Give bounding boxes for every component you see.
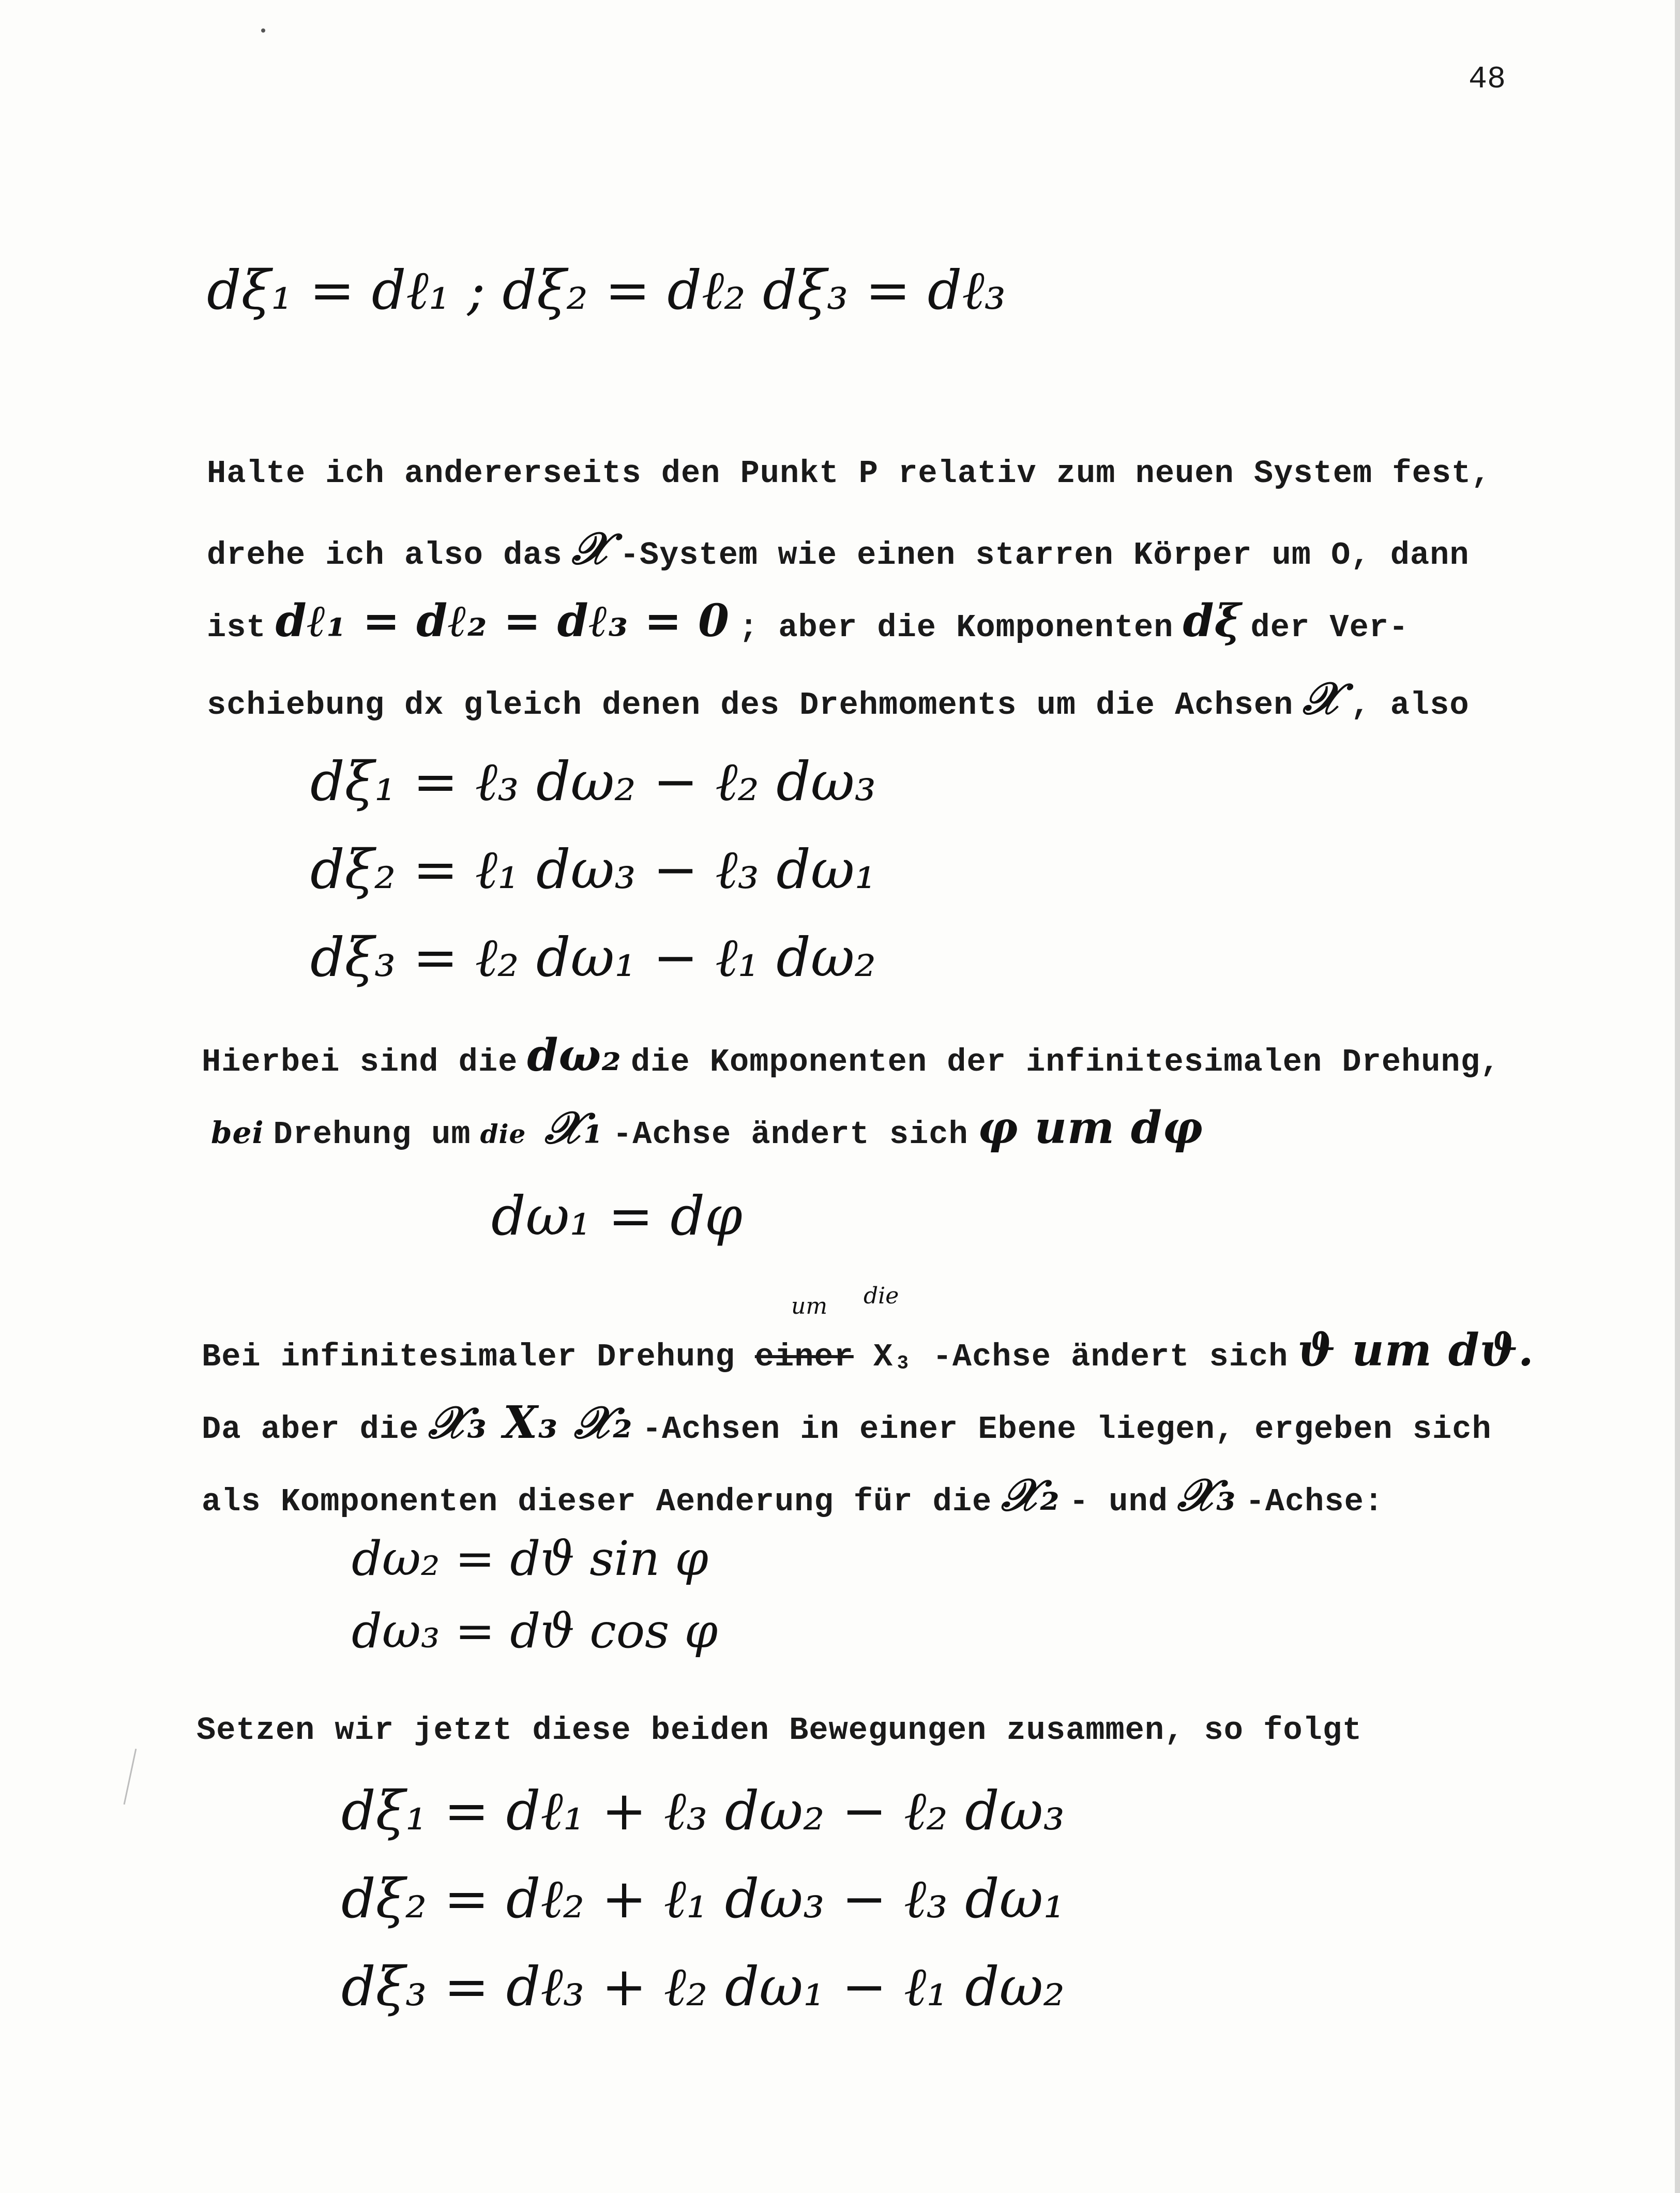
handwritten-word: bei	[211, 1115, 264, 1150]
text-line	[202, 1029, 1500, 1082]
handwritten-phrase: φ um dφ	[977, 1102, 1203, 1154]
margin-mark	[124, 1749, 137, 1805]
equation-sum-2: dξ₂ = dℓ₂ + ℓ₁ dω₃ − ℓ₃ dω₁	[341, 1867, 1065, 1930]
handwritten-symbol: 𝒳₁	[544, 1102, 603, 1154]
text-line	[202, 1469, 1384, 1522]
text-line: Halte ich andererseits den Punkt P relativ zum neuen System fest,	[207, 455, 1491, 492]
handwritten-symbol: 𝒳₃	[1177, 1469, 1236, 1521]
handwritten-word: die	[480, 1119, 526, 1149]
text-segment: -System wie einen starren Körper um O, dann	[619, 537, 1470, 574]
scan-edge	[1675, 0, 1680, 2193]
text-segment: - und	[1069, 1483, 1168, 1520]
page-number: 48	[1469, 62, 1506, 97]
text-line: Setzen wir jetzt diese beiden Bewegungen zusammen, so folgt	[196, 1712, 1363, 1749]
handwritten-symbol: 𝒳	[571, 522, 611, 575]
text-segment: der Ver-	[1250, 609, 1409, 646]
text-segment: drehe ich also das	[207, 537, 563, 574]
equation-sum-1: dξ₁ = dℓ₁ + ℓ₃ dω₂ − ℓ₂ dω₃	[341, 1779, 1065, 1842]
equation-rot-2: dξ₂ = ℓ₁ dω₃ − ℓ₃ dω₁	[310, 838, 876, 901]
equation-dw2: dω₂ = dϑ sin φ	[352, 1531, 708, 1586]
equation-rot-3: dξ₃ = ℓ₂ dω₁ − ℓ₁ dω₂	[310, 926, 876, 989]
handwritten-phrase: ϑ um dϑ.	[1297, 1324, 1534, 1376]
text-line	[202, 1324, 1543, 1376]
inserted-word: um	[791, 1293, 828, 1319]
equation-dw3: dω₃ = dϑ cos φ	[352, 1603, 718, 1659]
handwritten-symbol: dω₂	[527, 1029, 622, 1082]
text-segment: -Achse ändert sich	[612, 1116, 968, 1153]
text-line	[202, 1102, 1213, 1155]
text-line	[202, 1396, 1492, 1450]
text-segment: schiebung dx gleich denen des Drehmoments um die Achsen	[207, 687, 1294, 724]
speck	[261, 28, 265, 33]
text-segment: -Achse:	[1245, 1483, 1384, 1520]
text-segment: ist	[207, 609, 266, 646]
handwritten-symbol: 𝒳₃ X₃ 𝒳₂	[428, 1396, 633, 1449]
handwritten-symbol: dξ	[1183, 595, 1242, 647]
text-segment: Hierbei sind die	[202, 1044, 518, 1080]
text-segment: Bei infinitesimaler Drehung	[202, 1339, 735, 1375]
equation-sum-3: dξ₃ = dℓ₃ + ℓ₂ dω₁ − ℓ₁ dω₂	[341, 1955, 1065, 2018]
text-segment: Da aber die	[202, 1411, 419, 1448]
text-line	[207, 595, 1409, 647]
text-segment: -Achsen in einer Ebene liegen, ergeben sich	[642, 1411, 1492, 1448]
text-line	[207, 522, 1470, 576]
text-segment: X₃ -Achse ändert sich	[873, 1339, 1289, 1375]
struck-word: einer	[754, 1339, 854, 1375]
handwritten-symbol: 𝒳₂	[1001, 1469, 1060, 1521]
text-line	[207, 672, 1470, 726]
handwritten-equation: dℓ₁ = dℓ₂ = dℓ₃ = 0	[275, 595, 730, 647]
text-segment: , also	[1351, 687, 1470, 724]
handwritten-symbol: 𝒳	[1303, 672, 1342, 725]
text-segment: als Komponenten dieser Aenderung für die	[202, 1483, 992, 1520]
inserted-word: die	[864, 1283, 899, 1309]
text-segment: die Komponenten der infinitesimalen Drehung,	[630, 1044, 1501, 1080]
text-segment: Drehung um	[273, 1116, 471, 1153]
text-segment: ; aber die Komponenten	[738, 609, 1174, 646]
equation-dw1: dω₁ = dφ	[491, 1184, 743, 1248]
equation-rot-1: dξ₁ = ℓ₃ dω₂ − ℓ₂ dω₃	[310, 750, 876, 813]
equation-top: dξ₁ = dℓ₁ ; dξ₂ = dℓ₂ dξ₃ = dℓ₃	[207, 259, 1006, 322]
